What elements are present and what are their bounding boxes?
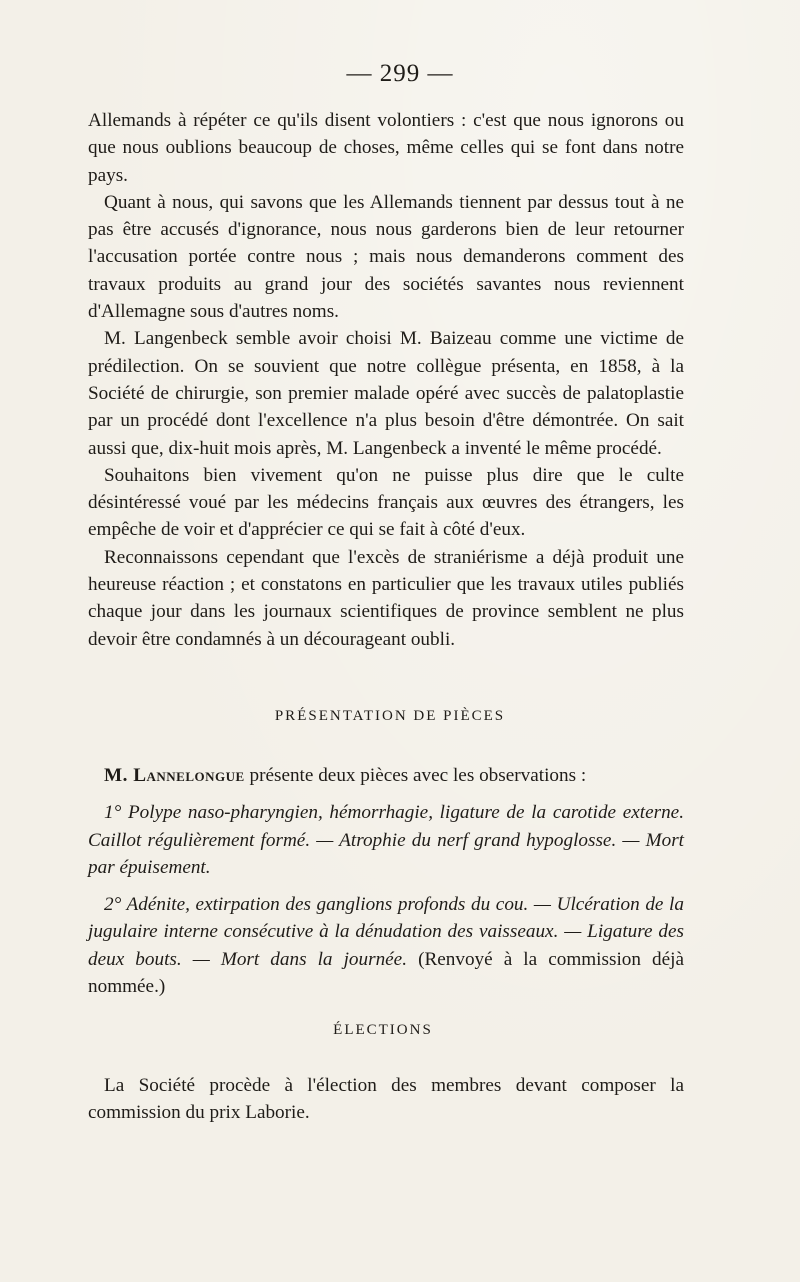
paragraph: M. Langenbeck semble avoir choisi M. Baizeau comme une victime de prédilection. On se souvient que notre collègue présenta, en 1858, à la Société de chirurgie, son premier malade opéré avec succès de palatoplastie par un procédé dont l'excellence n'a plus besoin d'être démontrée. On sait aussi que, dix-huit mois après, M. Langenbeck a inventé le même procédé. <box>88 328 684 459</box>
main-text <box>88 107 684 653</box>
piece-item-1-text: 1° Polype naso-pharyngien, hémorrhagie, ligature de la carotide externe. Caillot régulièrement formé. — Atrophie du nerf grand hypoglosse. — Mort par épuisement. <box>88 802 684 878</box>
page-number: — 299 — <box>346 60 454 87</box>
piece-item-2-note: (Renvoyé à la commission déjà nommée.) <box>88 948 684 998</box>
paragraph: Reconnaissons cependant que l'excès de straniérisme a déjà produit une heureuse réaction ; et constatons en particulier que les travaux utiles publiés chaque jour dans les journaux scientifiques de province semblent ne plus devoir être condamnés à un décourageant oubli. <box>88 546 684 650</box>
pieces-intro-text: présente deux pièces avec les observations : <box>249 765 587 786</box>
piece-item-2 <box>88 891 684 1000</box>
author-name: M. Lannelongue <box>104 765 245 786</box>
paragraph: Quant à nous, qui savons que les Allemands tiennent par dessus tout à ne pas être accusés d'ignorance, nous nous garderons bien de leur retourner l'accusation portée contre nous ; mais nous demanderons comment des travaux produits au grand jour des sociétés savantes nous reviennent d'Allemagne sous d'autres noms. <box>88 191 684 323</box>
pieces-intro <box>88 762 684 789</box>
section-title-elections: ÉLECTIONS <box>333 1022 433 1038</box>
piece-item-2-text: 2° Adénite, extirpation des ganglions profonds du cou. — Ulcération de la jugulaire interne consécutive à la dénudation des vaisseaux. — Ligature des deux bouts. — Mort dans la journée. <box>88 894 684 970</box>
pieces-section <box>88 762 684 1000</box>
piece-item-1 <box>88 799 684 881</box>
paragraph: Souhaitons bien vivement qu'on ne puisse plus dire que le culte désintéressé voué par les médecins français aux œuvres des étrangers, les empêche de voir et d'apprécier ce qui se fait à côté d'eux. <box>88 464 684 541</box>
elections-text: La Société procède à l'élection des membres devant composer la commission du prix Laborie. <box>88 1075 684 1124</box>
elections-section <box>88 1072 684 1127</box>
paragraph: Allemands à répéter ce qu'ils disent volontiers : c'est que nous ignorons ou que nous oublions beaucoup de choses, même celles qui se font dans notre pays. <box>88 110 684 186</box>
section-title-pieces: PRÉSENTATION DE PIÈCES <box>274 708 506 724</box>
